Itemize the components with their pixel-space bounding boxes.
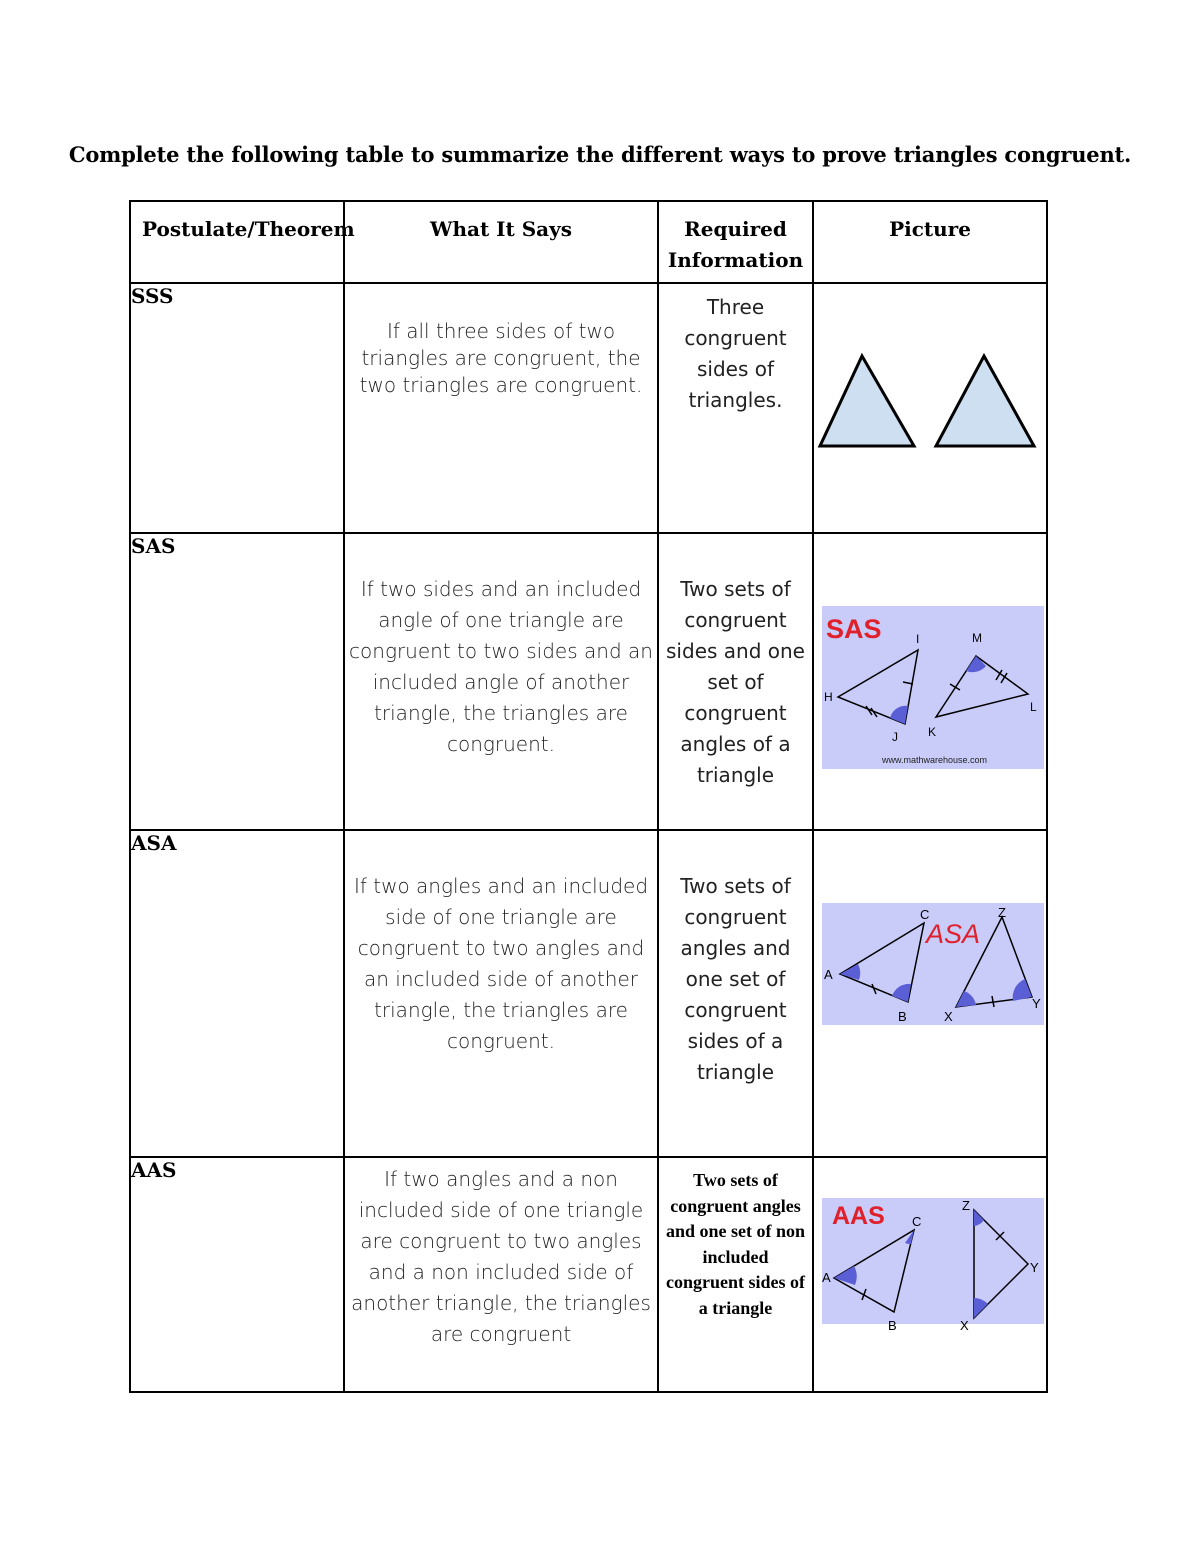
row-what-it-says: If two angles and an included side of one triangle are congruent to two angles and an included side of another triangle, the triangles are congruent. [344, 830, 658, 1157]
row-required-info: Two sets of congruent sides and one set of congruent angles of a triangle [658, 533, 813, 830]
vertex-label: C [912, 1214, 922, 1229]
vertex-label: J [892, 730, 898, 744]
row-name: ASA [130, 830, 344, 1157]
row-what-it-says: If two sides and an included angle of one triangle are congruent to two sides and an included angle of another triangle, the triangles are congruent. [344, 533, 658, 830]
page-title: Complete the following table to summarize the different ways to prove triangles congruent. [68, 142, 1132, 167]
header-postulate: Postulate/Theorem [130, 201, 344, 283]
row-what-it-says: If all three sides of two triangles are congruent, the two triangles are congruent. [344, 283, 658, 533]
aas-image-label: AAS [832, 1202, 885, 1230]
vertex-label: K [928, 725, 937, 739]
vertex-label: B [888, 1318, 897, 1333]
sas-picture [813, 533, 1047, 830]
vertex-label: L [1030, 700, 1037, 714]
vertex-label: M [972, 631, 982, 645]
row-required-info: Two sets of congruent angles and one set of congruent sides of a triangle [658, 830, 813, 1157]
vertex-label: A [822, 1270, 831, 1285]
row-what-it-says: If two angles and a non included side of one triangle are congruent to two angles and a non included side of another triangle, the triangles are congruent [344, 1157, 658, 1392]
asa-image-label: ASA [926, 919, 981, 949]
header-required: Required Information [658, 201, 813, 283]
vertex-label: Y [1030, 1260, 1039, 1275]
sss-triangle-right [936, 356, 1034, 446]
vertex-label: B [898, 1009, 907, 1024]
row-name: SAS [130, 533, 344, 830]
vertex-label: I [916, 632, 920, 646]
header-row [130, 201, 1047, 283]
row-required-info: Three congruent sides of triangles. [658, 283, 813, 533]
vertex-label: Y [1032, 996, 1041, 1011]
header-what-it-says: What It Says [344, 201, 658, 283]
congruence-table [129, 200, 1048, 1393]
row-name: SSS [130, 283, 344, 533]
sas-image-label: SAS [826, 614, 882, 644]
vertex-label: Z [962, 1198, 970, 1213]
asa-picture [813, 830, 1047, 1157]
table-row [130, 1157, 1047, 1392]
image-credit: www.mathwarehouse.com [882, 755, 988, 765]
row-name: AAS [130, 1157, 344, 1392]
sss-triangle-left [820, 356, 914, 446]
vertex-label: X [944, 1009, 953, 1024]
table-row [130, 830, 1047, 1157]
vertex-label: Z [998, 905, 1006, 920]
row-required-info: Two sets of congruent angles and one set of non included congruent sides of a triangle [658, 1157, 813, 1392]
table-row [130, 533, 1047, 830]
header-picture: Picture [813, 201, 1047, 283]
vertex-label: C [920, 907, 930, 922]
aas-picture [813, 1157, 1047, 1392]
table-row [130, 283, 1047, 533]
vertex-label: A [824, 967, 833, 982]
sss-picture [813, 283, 1047, 533]
vertex-label: X [960, 1318, 969, 1333]
vertex-label: H [824, 690, 833, 704]
